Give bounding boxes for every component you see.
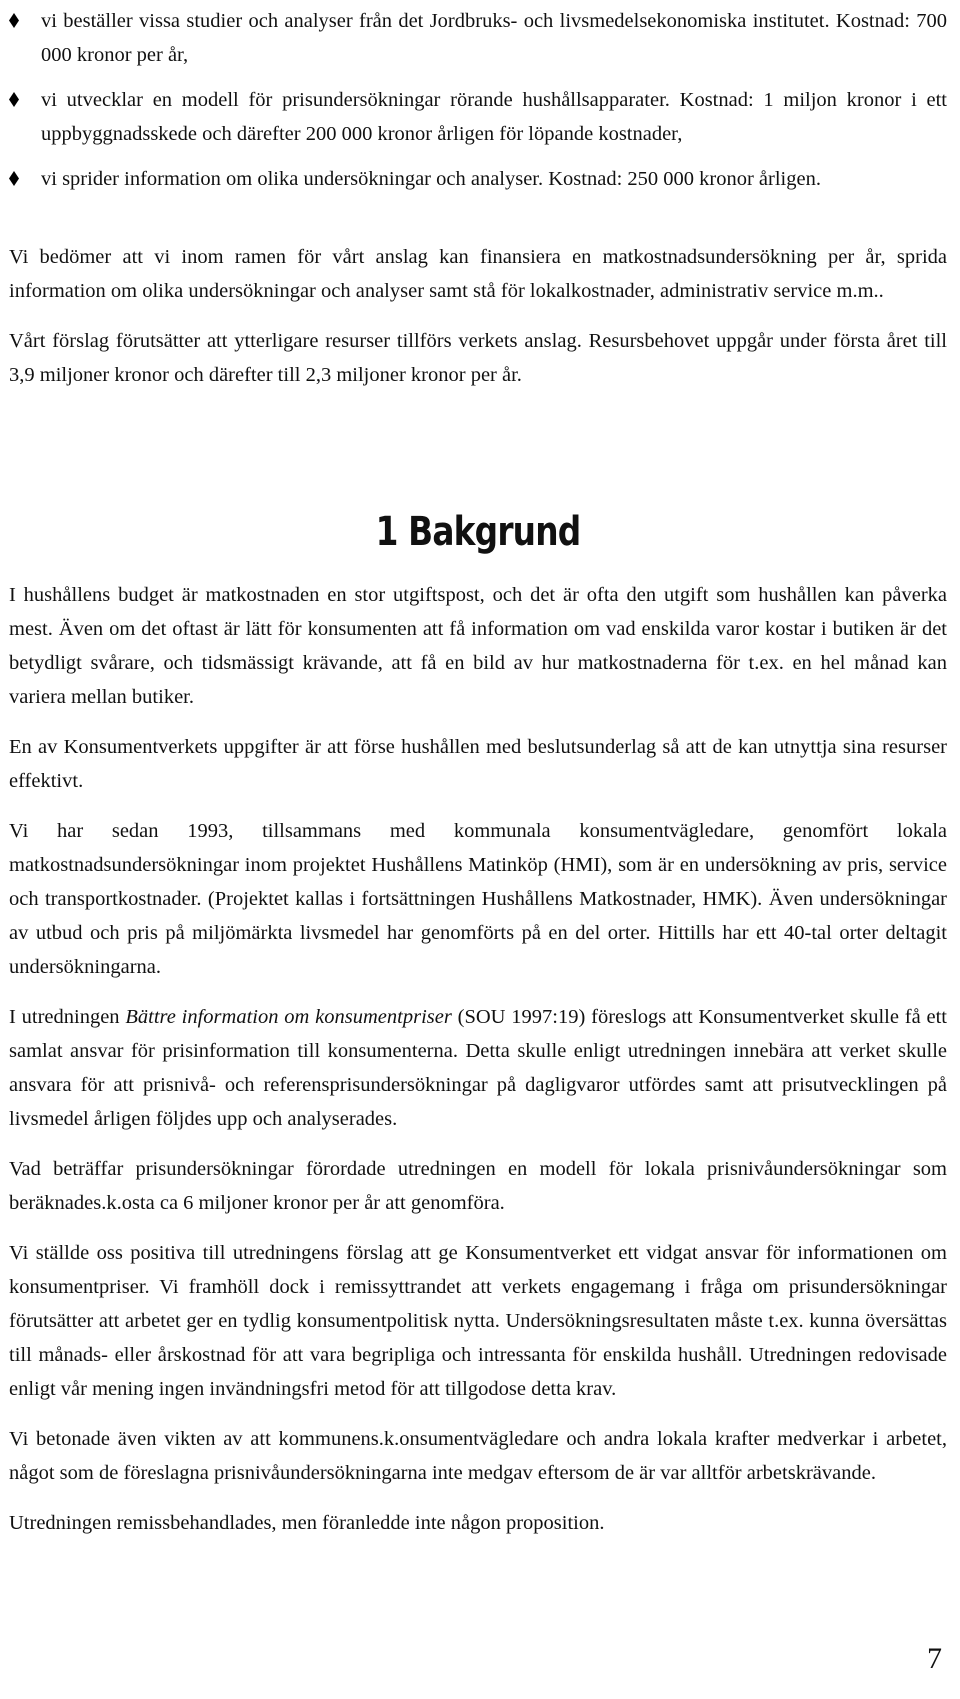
document-page bbox=[9, 0, 947, 1556]
bullet-item bbox=[9, 162, 947, 196]
page-number: 7 bbox=[927, 1642, 942, 1675]
paragraph-konsumentverket: En av Konsumentverkets uppgifter är att förse hushållen med beslutsunderlag så att de kan utnyttja sina resurser effektivt. bbox=[9, 736, 947, 792]
diamond-bullet-icon bbox=[9, 171, 19, 186]
section-heading: 1 Bakgrund bbox=[375, 509, 581, 555]
paragraph-budget: I hushållens budget är matkostnaden en stor utgiftspost, och det är ofta den utgift som hushållen kan påverka mest. Även om det oftast är lätt för konsumenten att få information om vad enskilda varor kostar i butiken är det betydligt svårare, och tidsmässigt krävande, att få en bild av hur matkostnaderna för t.ex. en hel månad kan variera mellan butiker. bbox=[9, 584, 947, 708]
bullet-text: vi beställer vissa studier och analyser från det Jordbruks- och livsmedelsekonomiska institutet. Kostnad: 700 000 kronor per år, bbox=[41, 10, 947, 66]
bullet-text: vi sprider information om olika undersökningar och analyser. Kostnad: 250 000 kronor årligen. bbox=[41, 168, 821, 190]
utredningen-rest: (SOU 1997:19) föreslogs att Konsumentverket skulle få ett samlat ansvar för prisinformation till konsumenterna. Detta skulle enligt utredningen innebära att verket skulle ansvara för att prisnivå- och referensprisundersökningar på dagligvaror utfördes samt att prisutvecklingen på livsmedel årligen följdes upp och analyserades. bbox=[9, 1006, 947, 1130]
diamond-bullet-icon bbox=[9, 92, 19, 107]
report-title: Bättre information om konsumentpriser bbox=[125, 1006, 452, 1028]
paragraph-remissyttrande: Vi ställde oss positiva till utredningens förslag att ge Konsumentverket ett vidgat ansvar för informationen om konsumentpriser. Vi framhöll dock i remissyttrandet att verkets engagemang i fråga om prisundersökningar förutsätter att arbetet ger en tydlig konsumentpolitisk nytta. Undersökningsresultaten måste t.ex. kunna översättas till månads- eller årskostnad för att vara begripliga och intressanta för enskilda hushåll. Utredningen redovisade enligt vår mening ingen invändningsfri metod för att tillgodose detta krav. bbox=[9, 1242, 947, 1400]
bullet-list bbox=[9, 0, 947, 196]
paragraph-hmi: Vi har sedan 1993, tillsammans med kommunala konsumentvägledare, genomfört lokala matkostnadsundersökningar inom projektet Hushållens Matinköp (HMI), som är en undersökning av pris, service och transportkostnader. (Projektet kallas i fortsättningen Hushållens Matkostnader, HMK). Även undersökningar av utbud och pris på miljömärkta livsmedel har genomförts på en del orter. Hittills har ett 40-tal orter deltagit undersökningarna. bbox=[9, 820, 947, 978]
paragraph-remissbehandlades: Utredningen remissbehandlades, men föranledde inte någon proposition. bbox=[9, 1512, 605, 1534]
paragraph-utredningen bbox=[9, 1000, 947, 1136]
bullet-text: vi utvecklar en modell för prisundersökningar rörande hushållsapparater. Kostnad: 1 miljon kronor i ett uppbyggnadsskede och därefter 200 000 kronor årligen för löpande kostnader, bbox=[41, 89, 947, 145]
intro-paragraph-resources: Vårt förslag förutsätter att ytterligare resurser tillförs verkets anslag. Resursbehovet uppgår under första året till 3,9 miljoner kronor och därefter till 2,3 miljoner kronor per år. bbox=[9, 330, 947, 386]
bullet-item bbox=[9, 83, 947, 151]
utredningen-intro: I utredningen bbox=[9, 1006, 126, 1028]
paragraph-konsumentvagledare: Vi betonade även vikten av att kommunens.k.onsumentvägledare och andra lokala krafter medverkar i arbetet, något som de föreslagna prisnivåundersökningarna inte medgav eftersom de är var alltför arbetskrävande. bbox=[9, 1428, 947, 1484]
intro-paragraph-financing: Vi bedömer att vi inom ramen för vårt anslag kan finansiera en matkostnadsundersökning per år, sprida information om olika undersökningar och analyser samt stå för lokalkostnader, administrativ service m.m.. bbox=[9, 246, 947, 302]
diamond-bullet-icon bbox=[9, 13, 19, 28]
bullet-item bbox=[9, 4, 947, 72]
paragraph-prisundersokningar: Vad beträffar prisundersökningar förordade utredningen en modell för lokala prisnivåundersökningar som beräknades.k.osta ca 6 miljoner kronor per år att genomföra. bbox=[9, 1158, 947, 1214]
